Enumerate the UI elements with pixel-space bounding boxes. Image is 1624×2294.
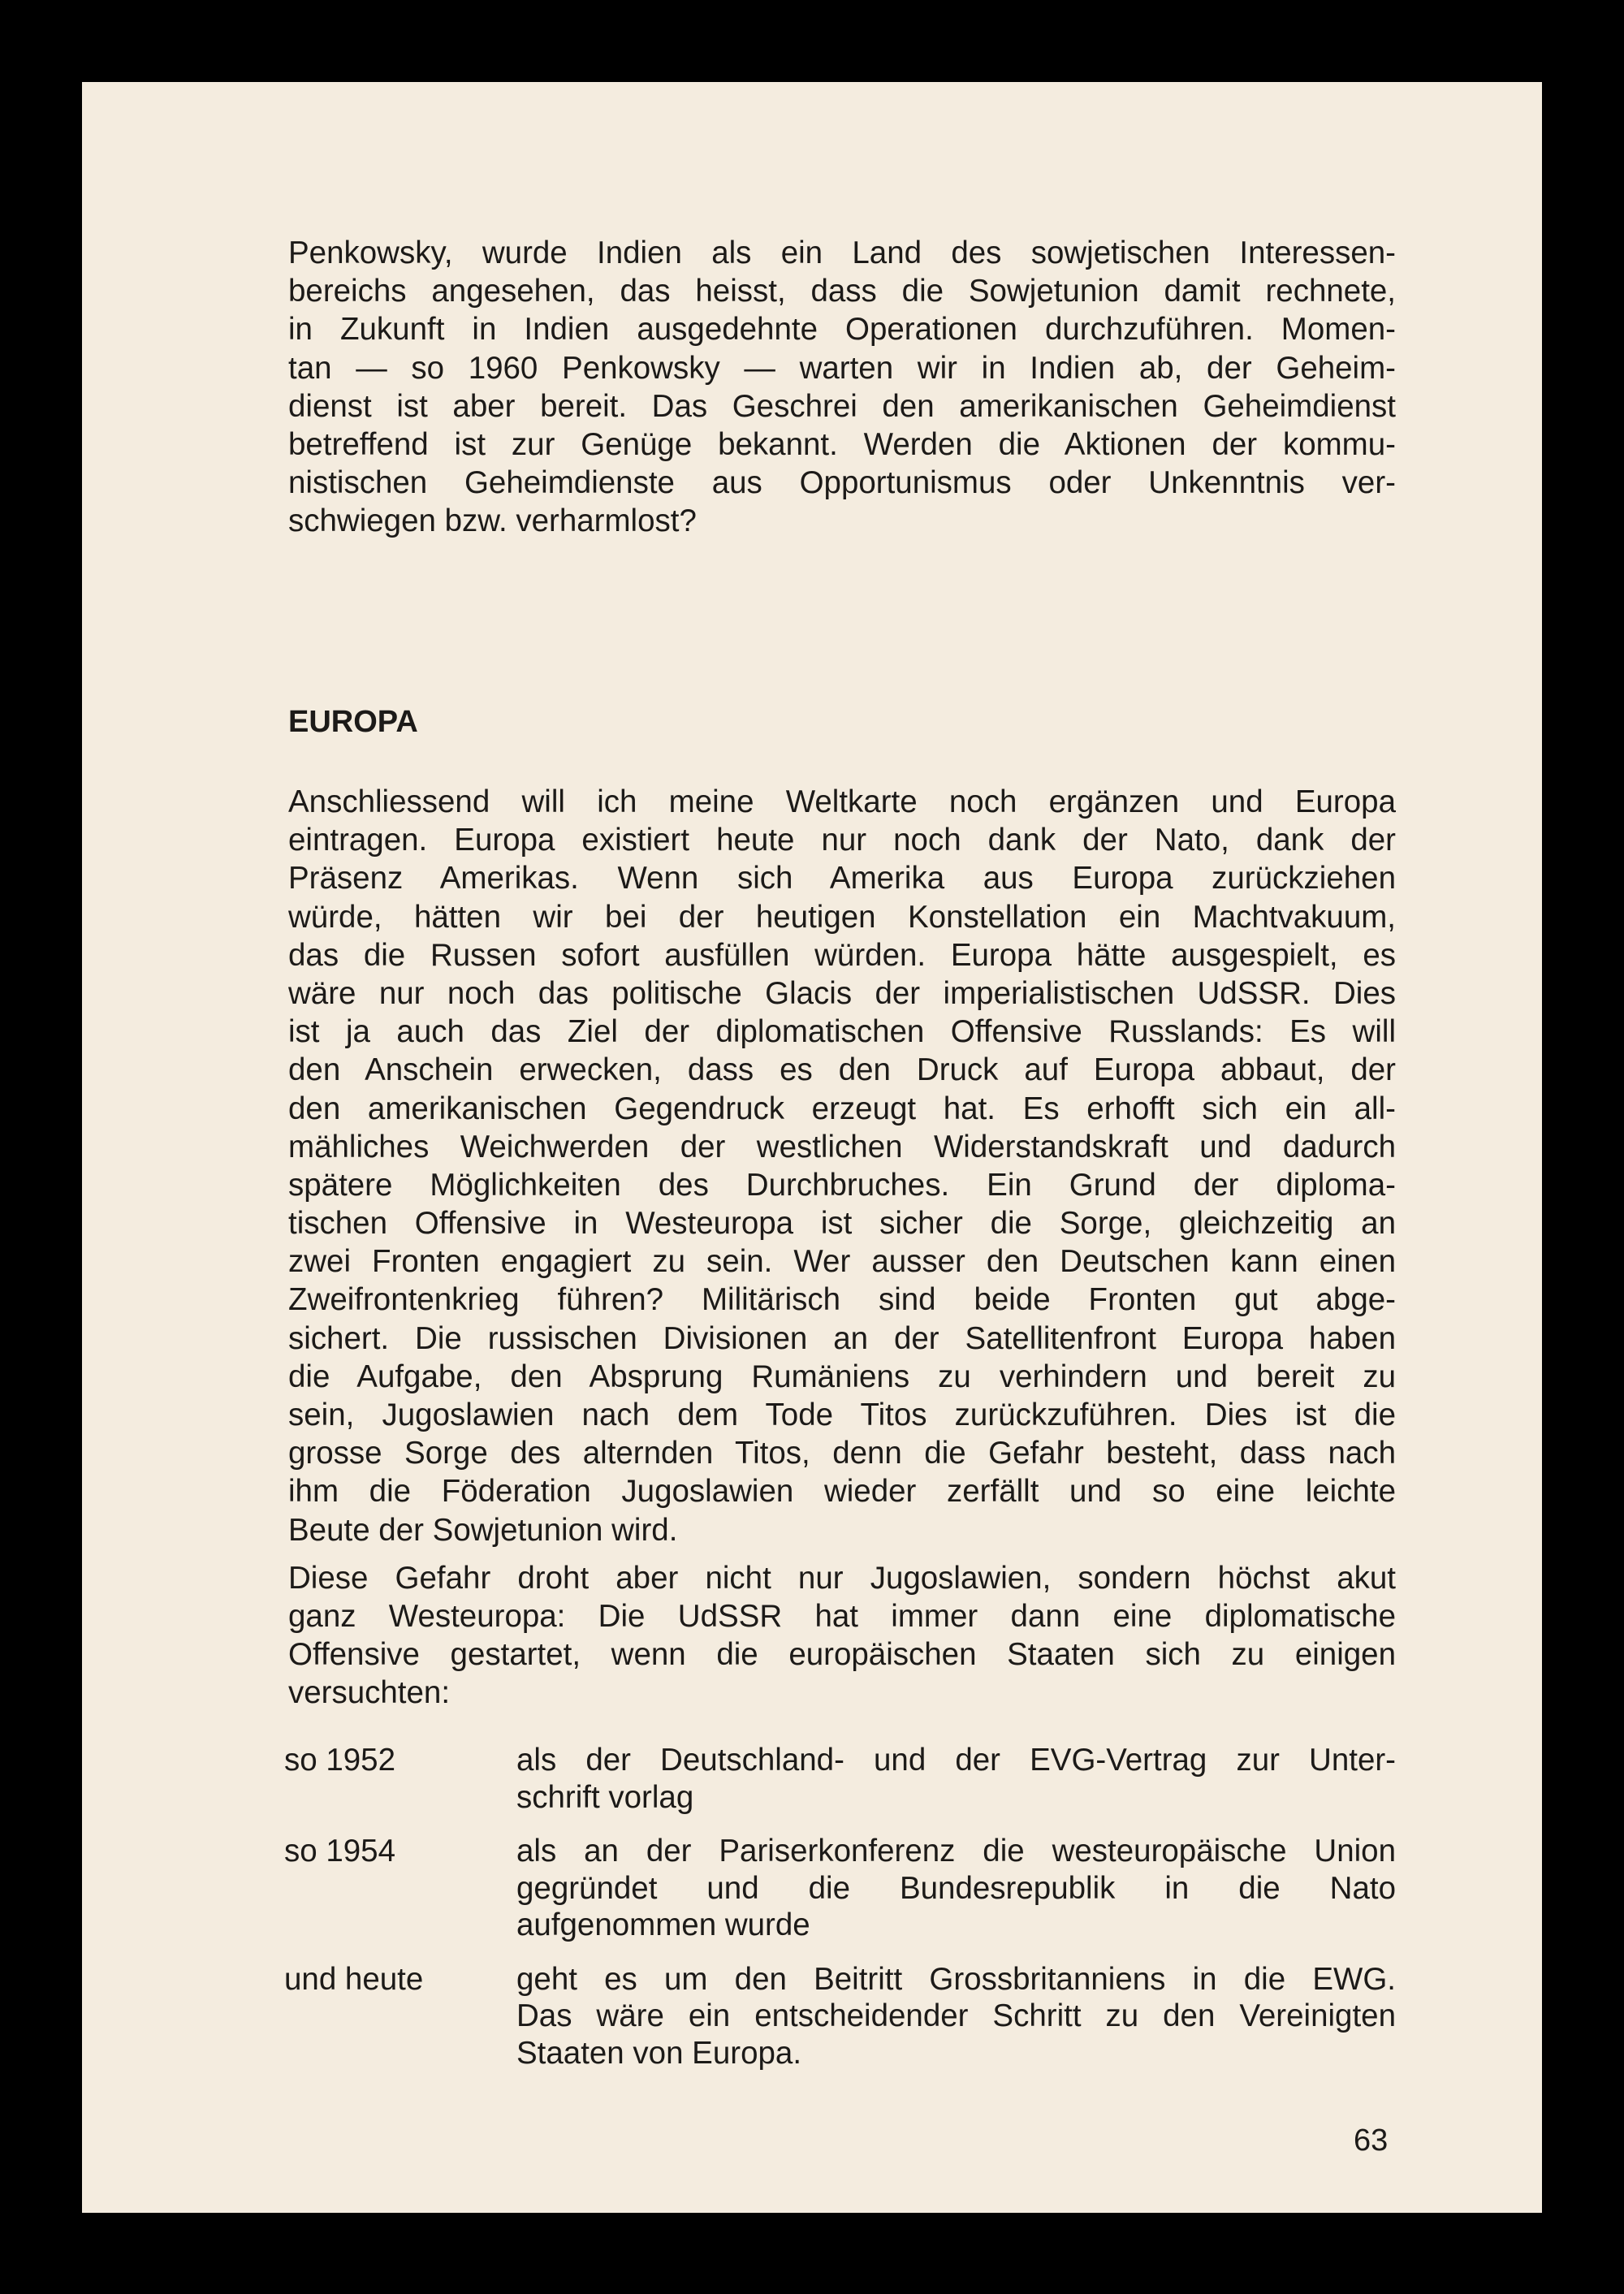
text-line: ganz Westeuropa: Die UdSSR hat immer dann eine diplomatische [288,1598,1396,1634]
text-line: Staaten von Europa. [516,2035,802,2071]
paragraph-1 [288,783,1396,1549]
text-line: tan — so 1960 Penkowsky — warten wir in Indien ab, der Geheim- [288,350,1396,386]
list-item [284,1833,1396,1944]
text-line: ihm die Föderation Jugoslawien wieder zerfällt und so eine leichte [288,1474,1396,1510]
text-line: aufgenommen wurde [516,1907,810,1942]
text-line: Präsenz Amerikas. Wenn sich Amerika aus Europa zurückziehen [288,861,1396,896]
text-line: Penkowsky, wurde Indien als ein Land des sowjetischen Interessen- [288,235,1396,270]
list-item [284,1961,1396,2072]
page-number: 63 [1354,2123,1389,2158]
text-line: in Zukunft in Indien ausgedehnte Operationen durchzuführen. Momen- [288,312,1396,348]
list-year: so 1952 [284,1743,396,1778]
text-line: als der Deutschland- und der EVG-Vertrag zur Unter- [516,1743,1396,1778]
text-line: den amerikanischen Gegendruck erzeugt hat. Es erhofft sich ein all- [288,1091,1396,1126]
list-text [516,1833,1396,1944]
text-line: dienst ist aber bereit. Das Geschrei den amerikanischen Geheimdienst [288,388,1396,424]
text-line: Diese Gefahr droht aber nicht nur Jugoslawien, sondern höchst akut [288,1560,1396,1596]
text-line: Offensive gestartet, wenn die europäischen Staaten sich zu einigen [288,1637,1396,1673]
text-line: grosse Sorge des alternden Titos, denn die Gefahr besteht, dass nach [288,1436,1396,1471]
text-line: mähliches Weichwerden der westlichen Widerstandskraft und dadurch [288,1129,1396,1164]
text-line: betreffend ist zur Genüge bekannt. Werden die Aktionen der kommu- [288,426,1396,462]
europa-section [288,783,1396,1713]
document-page [82,82,1542,2213]
text-line: tischen Offensive in Westeuropa ist sicher die Sorge, gleichzeitig an [288,1206,1396,1242]
list-year: und heute [284,1961,424,1997]
intro-paragraph [288,234,1396,541]
list-text [516,1961,1396,2072]
text-line: zwei Fronten engagiert zu sein. Wer ausser den Deutschen kann einen [288,1244,1396,1280]
text-line: Zweifrontenkrieg führen? Militärisch sind beide Fronten gut abge- [288,1282,1396,1318]
list-text [516,1742,1396,1816]
text-line: Das wäre ein entscheidender Schritt zu den Vereinigten [516,1998,1396,2033]
text-line: nistischen Geheimdienste aus Opportunismus oder Unkenntnis ver- [288,465,1396,501]
text-line: Anschliessend will ich meine Weltkarte noch ergänzen und Europa [288,784,1396,819]
list-item [284,1742,1396,1816]
text-line: eintragen. Europa existiert heute nur noch dank der Nato, dank der [288,823,1396,858]
paragraph-2 [288,1559,1396,1713]
text-line: spätere Möglichkeiten des Durchbruches. Ein Grund der diploma- [288,1167,1396,1203]
year-list [284,1742,1396,2089]
section-heading: EUROPA [288,705,418,739]
text-line: als an der Pariserkonferenz die westeuropäische Union [516,1834,1396,1868]
text-line: die Aufgabe, den Absprung Rumäniens zu verhindern und bereit zu [288,1359,1396,1394]
text-line: schwiegen bzw. verharmlost? [288,503,697,539]
text-line: sein, Jugoslawien nach dem Tode Titos zurückzuführen. Dies ist die [288,1398,1396,1432]
text-line: bereichs angesehen, das heisst, dass die Sowjetunion damit rechnete, [288,274,1396,309]
text-line: gegründet und die Bundesrepublik in die Nato [516,1870,1396,1906]
text-line: sichert. Die russischen Divisionen an der Satellitenfront Europa haben [288,1320,1396,1356]
text-line: schrift vorlag [516,1779,694,1815]
text-line: ist ja auch das Ziel der diplomatischen Offensive Russlands: Es will [288,1014,1396,1050]
list-year: so 1954 [284,1834,396,1868]
text-line: wäre nur noch das politische Glacis der imperialistischen UdSSR. Dies [288,975,1396,1011]
text-line: das die Russen sofort ausfüllen würden. Europa hätte ausgespielt, es [288,937,1396,973]
text-line: versuchten: [288,1675,451,1711]
text-line: den Anschein erwecken, dass es den Druck auf Europa abbaut, der [288,1052,1396,1088]
text-line: würde, hätten wir bei der heutigen Konstellation ein Machtvakuum, [288,899,1396,935]
text-line: Beute der Sowjetunion wird. [288,1512,678,1548]
text-line: geht es um den Beitritt Grossbritanniens in die EWG. [516,1961,1396,1997]
